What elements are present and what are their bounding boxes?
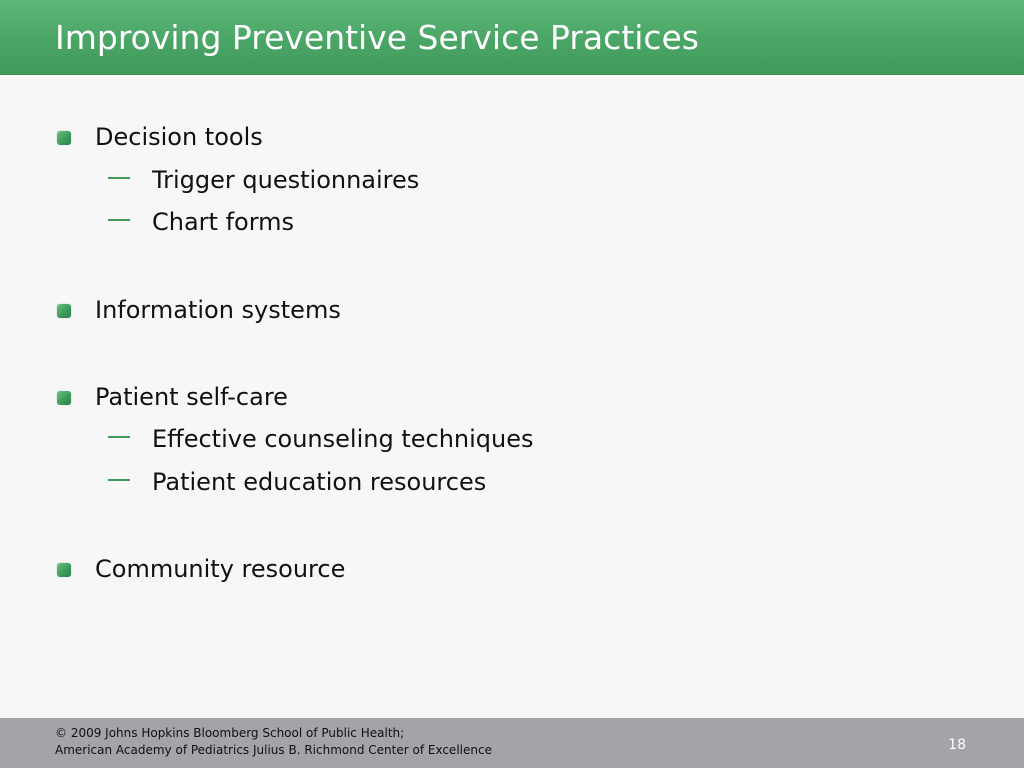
sub-bullet-text: Trigger questionnaires	[152, 166, 420, 194]
square-bullet-icon	[57, 391, 71, 405]
bullet-text: Information systems	[95, 296, 341, 324]
slide-content	[0, 75, 1024, 718]
bullet-text: Patient self-care	[95, 383, 288, 411]
dash-bullet-icon	[108, 219, 130, 221]
title-bar	[0, 0, 1024, 75]
square-bullet-icon	[57, 131, 71, 145]
copyright-line: © 2009 Johns Hopkins Bloomberg School of Public Health;	[55, 726, 405, 740]
sub-bullet-text: Chart forms	[152, 208, 295, 236]
footer-bar	[0, 718, 1024, 768]
square-bullet-icon	[57, 563, 71, 577]
organization-line: American Academy of Pediatrics Julius B. Richmond Center of Excellence	[55, 743, 492, 757]
bullet-text: Community resource	[95, 555, 346, 583]
slide-title: Improving Preventive Service Practices	[55, 18, 699, 57]
page-number: 18	[948, 737, 966, 753]
bullet-text: Decision tools	[95, 123, 263, 151]
dash-bullet-icon	[108, 436, 130, 438]
sub-bullet-text: Patient education resources	[152, 468, 487, 496]
dash-bullet-icon	[108, 479, 130, 481]
dash-bullet-icon	[108, 177, 130, 179]
square-bullet-icon	[57, 304, 71, 318]
sub-bullet-text: Effective counseling techniques	[152, 425, 534, 453]
